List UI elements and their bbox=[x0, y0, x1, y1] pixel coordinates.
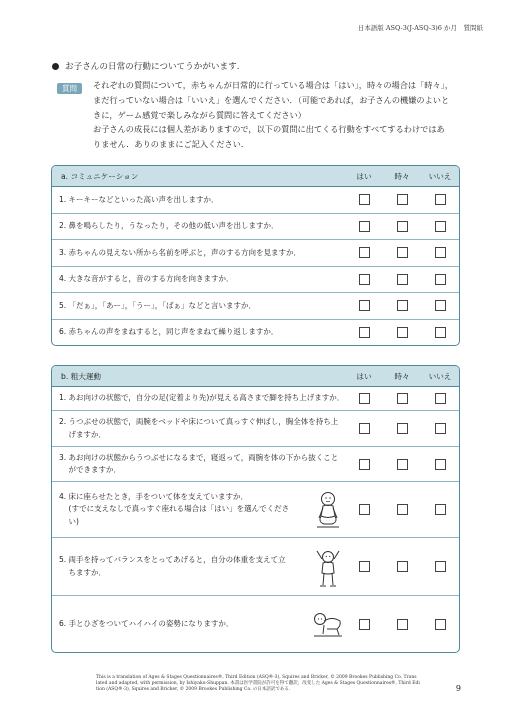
checkbox-no[interactable] bbox=[421, 300, 459, 311]
question-text: 3. 赤ちゃんの見えない所から名前を呼ぶと，声のする方向を見ますか． bbox=[59, 247, 302, 257]
question-line: 4. 床に座らせたとき，手をついて体を支えていますか． bbox=[59, 491, 249, 501]
footer-line: tion (ASQ®-3), Squires and Bricker, © 2009 Brookes Publishing Co. の日本語訳である． bbox=[96, 687, 294, 693]
checkbox-sometimes[interactable] bbox=[383, 221, 421, 232]
question-line: げますか． bbox=[59, 429, 107, 439]
standing-baby-illustration bbox=[311, 545, 345, 589]
question-line: 5. 両手を持ってバランスをとってあげると，自分の体重を支えて立 bbox=[59, 555, 286, 564]
checkbox-yes[interactable] bbox=[345, 423, 383, 434]
checkbox-no[interactable] bbox=[421, 247, 459, 258]
checkbox-no[interactable] bbox=[421, 423, 459, 434]
question-row bbox=[52, 411, 459, 447]
checkbox-no[interactable] bbox=[421, 194, 459, 205]
question-text bbox=[52, 416, 345, 441]
intro-line bbox=[52, 60, 239, 72]
checkbox-yes[interactable] bbox=[345, 274, 383, 285]
crawling-baby-illustration bbox=[311, 609, 345, 639]
col-yes-header: はい bbox=[356, 371, 372, 381]
checkbox-sometimes[interactable] bbox=[383, 247, 421, 258]
checkbox-sometimes[interactable] bbox=[383, 194, 421, 205]
question-row bbox=[52, 387, 459, 411]
sitting-baby-illustration bbox=[311, 490, 345, 530]
question-text bbox=[52, 554, 311, 579]
question-text: 5. 「だぁ」，「あー」，「うー」，「ばぁ」などと言いますか． bbox=[59, 300, 257, 310]
page-number: 9 bbox=[455, 684, 461, 693]
col-sometimes-header: 時々 bbox=[394, 371, 410, 381]
question-row bbox=[52, 187, 459, 214]
checkbox-yes[interactable] bbox=[345, 194, 383, 205]
checkbox-yes[interactable] bbox=[345, 300, 383, 311]
question-text: 1. キーキーなどといった高い声を出しますか． bbox=[59, 194, 219, 204]
copyright-footer bbox=[96, 675, 426, 694]
checkbox-sometimes[interactable] bbox=[383, 274, 421, 285]
instruction-line: まだ行っていない場合は「いいえ」を選んでください．（可能であれば，お子さんの機嫌のよいと bbox=[93, 94, 450, 105]
question-text bbox=[52, 452, 345, 477]
question-row bbox=[52, 267, 459, 294]
question-text: 2. 鼻を鳴らしたり，うなったり，その他の低い声を出しますか． bbox=[59, 221, 279, 230]
instruction-line: それぞれの質問について，赤ちゃんが日常的に行っている場合は「はい」，時々の場合は「時々」， bbox=[93, 80, 453, 90]
checkbox-sometimes[interactable] bbox=[383, 393, 421, 404]
question-line: ちますか． bbox=[59, 567, 107, 577]
checkbox-sometimes[interactable] bbox=[383, 619, 421, 630]
instruction-line: お子さんの成長には個人差がありますので，以下の質問に出てくる行動をすべてするわけではあ bbox=[93, 124, 445, 135]
section-communication bbox=[51, 165, 460, 346]
checkbox-sometimes[interactable] bbox=[383, 504, 421, 515]
question-text: 4. 大きな音がすると，音のする方向を向きますか． bbox=[59, 274, 234, 283]
question-line: ができますか． bbox=[59, 465, 122, 474]
bullet-icon bbox=[52, 63, 59, 70]
page-header: 日本語版 ASQ-3(J-ASQ-3)6 か月 質問紙 bbox=[357, 24, 483, 32]
checkbox-yes[interactable] bbox=[345, 247, 383, 258]
checkbox-yes[interactable] bbox=[345, 459, 383, 470]
question-row bbox=[52, 596, 459, 652]
checkbox-yes[interactable] bbox=[345, 221, 383, 232]
checkbox-sometimes[interactable] bbox=[383, 300, 421, 311]
checkbox-yes[interactable] bbox=[345, 561, 383, 572]
question-line: 3. あお向けの状態からうつぶせになるまで，寝返って，両腕を体の下から抜くこと bbox=[59, 452, 339, 462]
question-text bbox=[52, 491, 311, 529]
question-text: 1. あお向けの状態で，自分の足(定着より先)が見える高さまで脚を持ち上げますか． bbox=[59, 393, 345, 403]
question-row bbox=[52, 240, 459, 267]
instructions bbox=[93, 78, 468, 152]
question-line: (すでに支えなしで真っすぐ座れる場合は「はい」を選んでくださ bbox=[59, 504, 290, 514]
section-title: b. 粗大運動 bbox=[61, 371, 102, 381]
checkbox-no[interactable] bbox=[421, 327, 459, 338]
footer-line: lated and adapted, with permission, by Ishiyaku-Shuppan. 本書は医学書院が許可を得て翻訳，改変した Ages & Stages Questionnaires®, Third Edi bbox=[96, 681, 420, 687]
checkbox-sometimes[interactable] bbox=[383, 327, 421, 338]
question-row bbox=[52, 293, 459, 320]
section-header bbox=[52, 366, 459, 387]
section-title: a. コミュニケーション bbox=[61, 171, 139, 181]
question-line: い) bbox=[59, 516, 79, 526]
instruction-line: りません．ありのままにご記入ください． bbox=[93, 139, 250, 150]
col-sometimes-header: 時々 bbox=[394, 171, 410, 181]
checkbox-no[interactable] bbox=[421, 504, 459, 515]
question-row bbox=[52, 538, 459, 596]
question-line: 2. うつぶせの状態で，両腕をベッドや床について真っすぐ伸ばし，胸全体を持ち上 bbox=[59, 417, 339, 426]
intro-text: お子さんの日常の行動についてうかがいます. bbox=[65, 62, 240, 72]
col-no-header: いいえ bbox=[428, 371, 452, 381]
checkbox-sometimes[interactable] bbox=[383, 459, 421, 470]
question-row bbox=[52, 482, 459, 538]
question-row bbox=[52, 447, 459, 482]
checkbox-yes[interactable] bbox=[345, 504, 383, 515]
checkbox-sometimes[interactable] bbox=[383, 561, 421, 572]
checkbox-no[interactable] bbox=[421, 459, 459, 470]
checkbox-no[interactable] bbox=[421, 221, 459, 232]
checkbox-yes[interactable] bbox=[345, 619, 383, 630]
question-row bbox=[52, 320, 459, 346]
col-yes-header: はい bbox=[356, 171, 372, 181]
instruction-line: きに，ゲーム感覚で楽しみながら質問に答えてください） bbox=[93, 109, 306, 120]
checkbox-no[interactable] bbox=[421, 274, 459, 285]
footer-line: This is a translation of Ages & Stages Questionnaires®, Third Edition (ASQ®-3), Squires and Bricker, © 2009 Brookes Publishing Co. Trans bbox=[96, 675, 417, 680]
question-label: 質問 bbox=[57, 83, 82, 94]
checkbox-yes[interactable] bbox=[345, 393, 383, 404]
section-header bbox=[52, 166, 459, 187]
checkbox-no[interactable] bbox=[421, 561, 459, 572]
checkbox-yes[interactable] bbox=[345, 327, 383, 338]
checkbox-no[interactable] bbox=[421, 619, 459, 630]
col-no-header: いいえ bbox=[428, 171, 452, 181]
question-text: 6. 手とひざをついてハイハイの姿勢になりますか． bbox=[59, 618, 234, 628]
section-gross-motor bbox=[51, 365, 460, 653]
question-row bbox=[52, 214, 459, 241]
checkbox-sometimes[interactable] bbox=[383, 423, 421, 434]
question-text: 6. 赤ちゃんの声をまねすると，同じ声をまねて繰り返しますか． bbox=[59, 327, 279, 336]
checkbox-no[interactable] bbox=[421, 393, 459, 404]
